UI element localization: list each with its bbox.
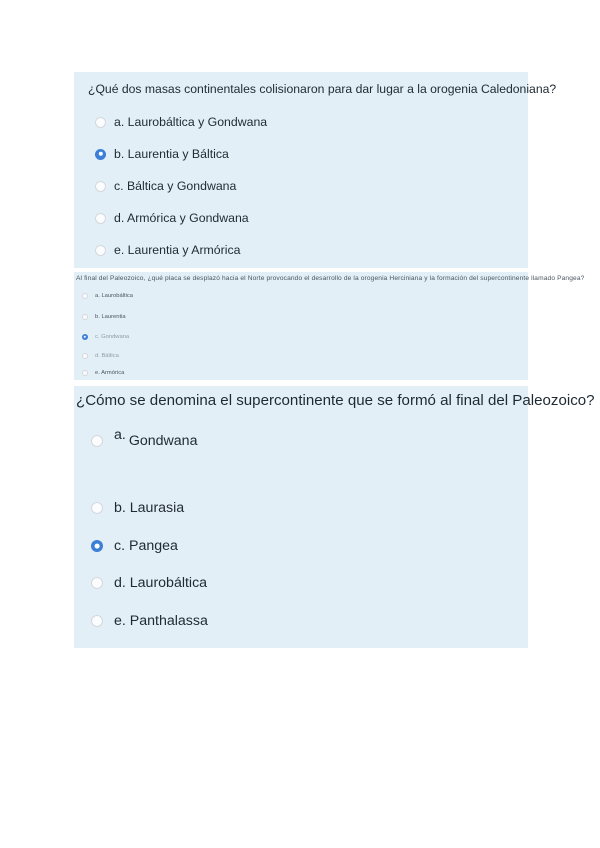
answer-label: c. Gondwana [95, 334, 130, 340]
answer-option-a[interactable] [91, 427, 198, 449]
radio-unchecked-icon[interactable] [82, 370, 88, 376]
radio-unchecked-icon[interactable] [95, 181, 106, 192]
answer-label: e. Laurentia y Armórica [114, 243, 241, 257]
answer-option-a[interactable] [82, 293, 133, 299]
radio-unchecked-icon[interactable] [91, 502, 103, 514]
answer-label: b. Laurentia y Báltica [114, 147, 229, 161]
radio-checked-icon[interactable] [82, 334, 88, 340]
answer-option-e[interactable] [91, 613, 208, 629]
radio-unchecked-icon[interactable] [82, 293, 88, 299]
answer-label: b. Laurasia [114, 500, 185, 516]
answer-option-e[interactable] [82, 370, 124, 376]
answer-option-b[interactable] [91, 500, 184, 516]
question-text: ¿Cómo se denomina el supercontinente que se formó al final del Paleozoico? [76, 392, 595, 409]
radio-unchecked-icon[interactable] [82, 314, 88, 320]
answer-label: e. Armórica [95, 370, 125, 376]
answer-label: d. Armórica y Gondwana [114, 211, 249, 225]
answer-label: e. Panthalassa [114, 613, 208, 629]
question-text: Al final del Paleozoico, ¿qué placa se desplazó hacia el Norte provocando el desarrollo de la orogenia Herciniana y la formación del supercontinente llamado Pangea? [76, 275, 585, 282]
answer-label: d. Laurobáltica [114, 575, 208, 591]
answer-letter: a. [114, 427, 126, 443]
answer-label: c. Báltica y Gondwana [114, 179, 237, 193]
answer-option-e[interactable] [95, 243, 240, 257]
answer-label: c. Pangea [114, 538, 178, 554]
answer-label: b. Laurentia [95, 314, 126, 320]
question-card-2 [74, 272, 585, 380]
answer-option-c[interactable] [91, 538, 178, 554]
answer-label: a. Laurobáltica [95, 293, 134, 299]
answer-label: Gondwana [128, 433, 198, 449]
radio-unchecked-icon[interactable] [91, 615, 103, 627]
answer-option-d[interactable] [95, 211, 249, 225]
radio-checked-icon[interactable] [95, 149, 106, 160]
radio-unchecked-icon[interactable] [95, 245, 106, 256]
answer-option-c[interactable] [82, 334, 129, 340]
answer-option-b[interactable] [82, 314, 126, 320]
answer-option-a[interactable] [95, 115, 267, 129]
question-card-1 [74, 72, 557, 268]
answer-option-d[interactable] [91, 575, 207, 591]
answer-label: a. Laurobáltica y Gondwana [114, 115, 268, 129]
answer-option-b[interactable] [95, 147, 229, 161]
radio-unchecked-icon[interactable] [95, 117, 106, 128]
radio-unchecked-icon[interactable] [91, 577, 103, 589]
answer-label: d. Báltica [95, 353, 119, 359]
radio-unchecked-icon[interactable] [91, 435, 103, 447]
question-card-3 [74, 386, 595, 648]
answer-option-c[interactable] [95, 179, 236, 193]
radio-unchecked-icon[interactable] [82, 353, 88, 359]
radio-unchecked-icon[interactable] [95, 213, 106, 224]
answer-option-d[interactable] [82, 353, 119, 359]
question-text: ¿Qué dos masas continentales colisionaron para dar lugar a la orogenia Caledoniana? [88, 82, 557, 96]
radio-checked-icon[interactable] [91, 540, 103, 552]
